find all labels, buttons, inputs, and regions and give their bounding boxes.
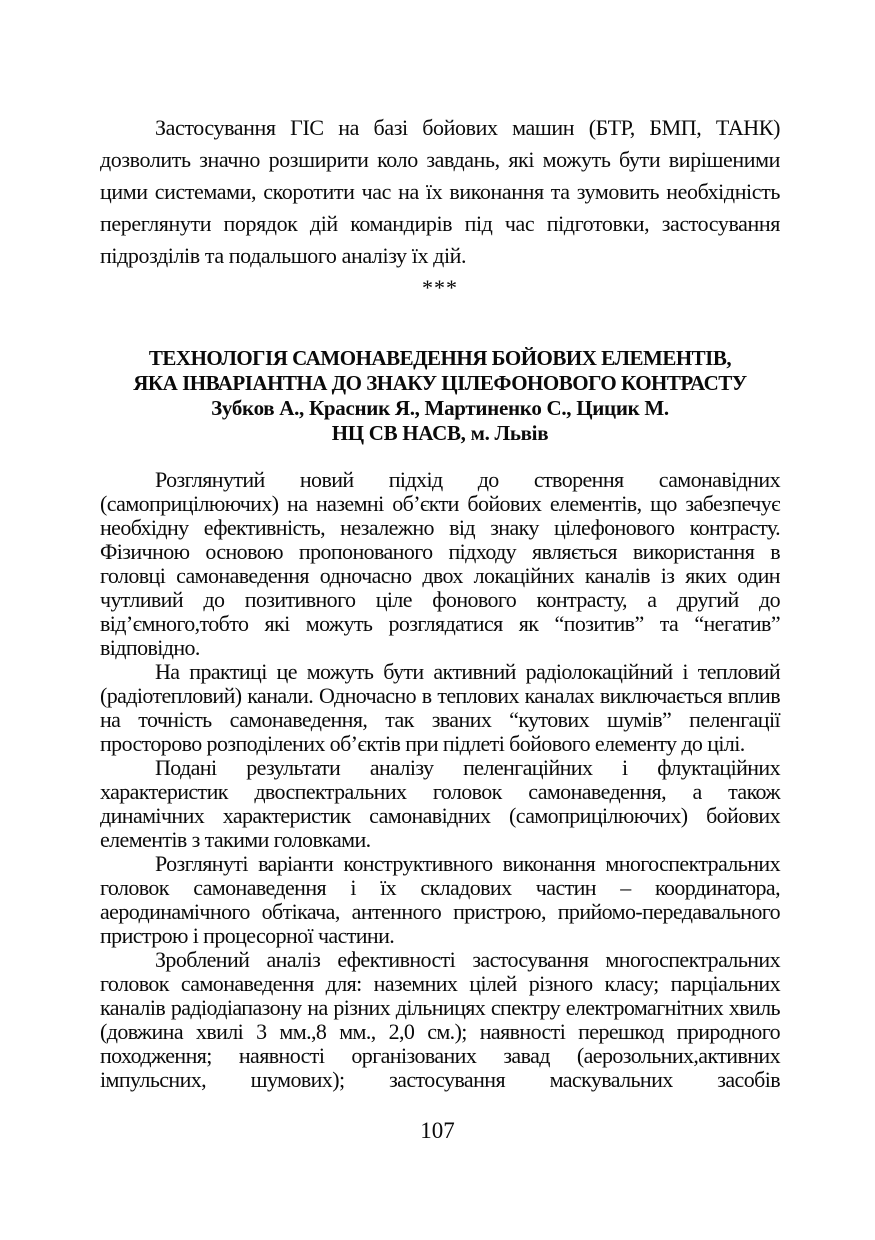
article-title-line-1: ТЕХНОЛОГІЯ САМОНАВЕДЕННЯ БОЙОВИХ ЕЛЕМЕНТІВ, <box>148 346 732 370</box>
article-paragraph: Подані результати аналізу пеленгаційних і флуктаційних характеристик двоспектральних головок самонаведення, а також динамічних характеристик самонавідних (самоприцілюючих) бойових елементів з такими головками. <box>100 755 780 852</box>
article-paragraph: Розглянутий новий підхід до створення самонавідних (самоприцілюючих) на наземні об’єкти бойових елементів, що забезпечує необхідну ефективність, незалежно від знаку цілефонового контрасту. Фізичною основою пропонованого підходу являється використання в головці самонаведення одночасно двох локаційних каналів із яких один чутливий до позитивного ціле фонового контрасту, а другий до від’ємного,тобто які можуть розглядатися як “позитив” та “негатив” відповідно. <box>100 467 780 660</box>
page-number: 107 <box>420 1118 455 1143</box>
page-content <box>100 0 780 1092</box>
article-paragraph: На практиці це можуть бути активний радіолокаційний і тепловий (радіотепловий) канали. Одночасно в теплових каналах виключається вплив на точність самонаведення, так званих “кутових шумів” пеленгації просторово розподілених об’єктів при підлеті бойового елементу до цілі. <box>100 659 780 756</box>
article-paragraphs <box>100 468 780 1092</box>
article-separator: *** <box>422 275 458 300</box>
article-title-line-2: ЯКА ІНВАРІАНТНА ДО ЗНАКУ ЦІЛЕФОНОВОГО КОНТРАСТУ <box>133 371 747 395</box>
article-paragraph: Зроблений аналіз ефективності застосування многоспектральних головок самонаведення для: наземних цілей різного класу; парціальних каналів радіодіапазону на різних дільницях спектру електромагнітних хвиль (довжина хвилі 3 мм.,8 мм., 2,0 см.); наявності перешкод природного походження; наявності організованих завад (аерозольних,активних імпульсних, шумових); застосування маскувальних засобів <box>100 947 780 1092</box>
article-authors: Зубков А., Красник Я., Мартиненко С., Цицик М. <box>211 396 669 420</box>
article-header <box>100 346 780 446</box>
article-paragraph: Розглянуті варіанти конструктивного виконання многоспектральних головок самонаведення і їх складових частин – координатора, аеродинамічного обтікача, антенного пристрою, прийомо-передавального пристрою і процесорної частини. <box>100 851 780 948</box>
intro-paragraph: Застосування ГІС на базі бойових машин (БТР, БМП, ТАНК) дозволить значно розширити коло завдань, які можуть бути вирішеними цими системами, скоротити час на їх виконання та зумовить необхідність переглянути порядок дій командирів під час підготовки, застосування підрозділів та подальшого аналізу їх дій. <box>100 115 780 268</box>
article-affiliation: НЦ СВ НАСВ, м. Львів <box>331 421 549 445</box>
